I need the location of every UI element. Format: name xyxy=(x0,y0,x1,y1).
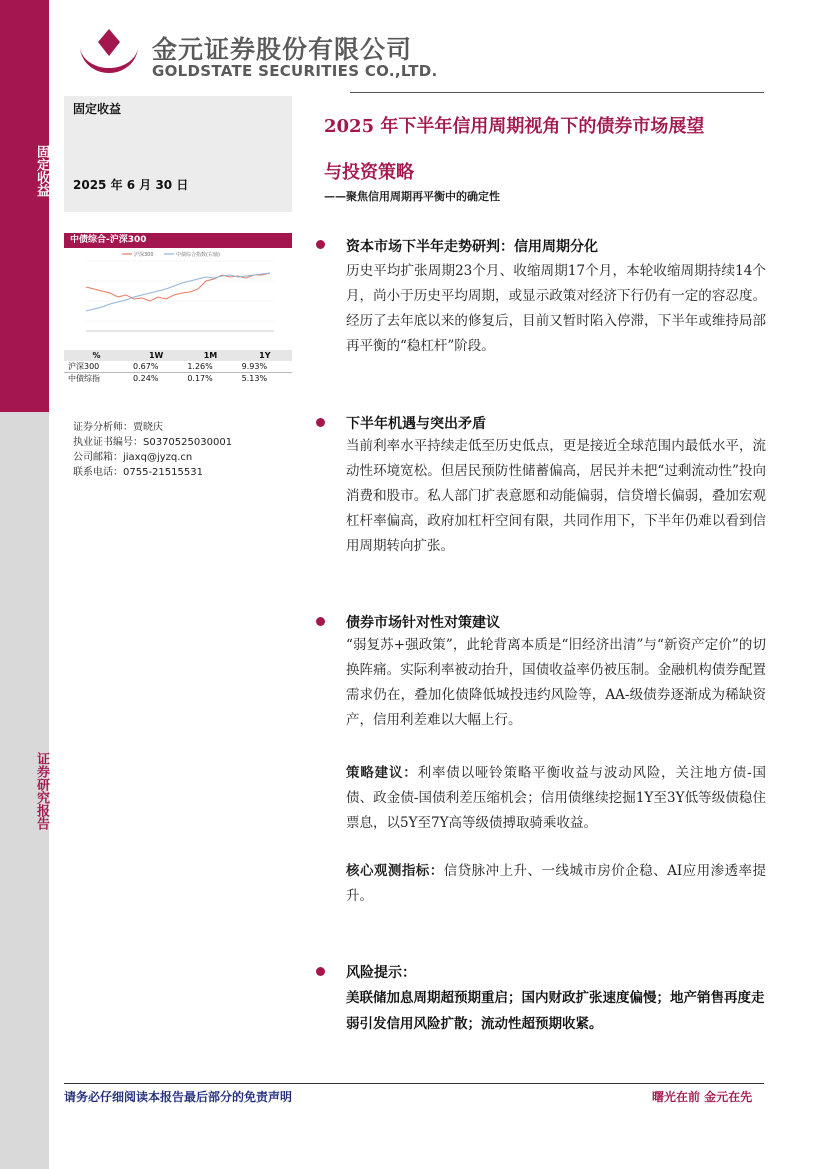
table-cell: 0.17% xyxy=(187,374,213,383)
legend-csi300: 沪深300 xyxy=(134,252,154,258)
bullet-icon xyxy=(316,240,325,249)
section-text-3: “弱复苏+强政策”，此轮背离本质是“旧经济出清”与“新资产定价”的切换阵痛。实际利率被动抬升，国债收益率仍被压制。金融机构债券配置需求仍在，叠加化债降低城投违约风险等，AA-级债券逐渐成为稀缺资产，信用利差难以大幅上行。 xyxy=(346,637,766,728)
section-text-1: 历史平均扩张周期23个月、收缩周期17个月，本轮收缩周期持续14个月，尚小于历史平均周期，或显示政策对经济下行仍有一定的容忍度。经历了去年底以来的修复后，目前又暂时陷入停滞，下半年或维持局部再平衡的“稳杠杆”阶段。 xyxy=(346,263,766,354)
section-text-2: 当前利率水平持续走低至历史低点，更是接近全球范围内最低水平，流动性环境宽松。但居民预防性储蓄偏高，居民并未把“过剩流动性”投向消费和股市。私人部门扩表意愿和动能偏弱，信贷增长偏弱，叠加宏观杠杆率偏高，政府加杠杆空间有限，共同作用下，下半年仍难以看到信用周期转向扩张。 xyxy=(346,438,766,554)
section-heading-2: 下半年机遇与突出矛盾 xyxy=(346,416,486,432)
footer-disclaimer: 请务必仔细阅读本报告最后部分的免责声明 xyxy=(64,1090,293,1104)
mini-line-chart xyxy=(64,249,292,349)
analyst-email: 公司邮箱：jiaxq@jyzq.cn xyxy=(73,452,193,463)
strategy-label: 策略建议： xyxy=(346,765,418,781)
bullet-icon xyxy=(316,617,325,626)
table-cell: 0.67% xyxy=(129,361,183,373)
report-date: 2025 年 6 月 30 日 xyxy=(73,178,189,192)
table-header-cell: 1Y xyxy=(238,350,292,361)
indicator-paragraph xyxy=(346,859,766,909)
section-heading-3: 债券市场针对性对策建议 xyxy=(346,615,500,631)
series-csi300-line xyxy=(86,273,270,301)
analyst-cert: 执业证书编号：S0370525030001 xyxy=(73,437,233,448)
table-row xyxy=(64,361,292,373)
indicator-label: 核心观测指标： xyxy=(346,863,444,879)
risk-heading: 风险提示： xyxy=(346,965,416,981)
side-label-report-type: 证券研究报告 xyxy=(34,752,49,830)
company-name-en: GOLDSTATE SECURITIES CO.,LTD. xyxy=(152,62,438,80)
table-header-row xyxy=(64,350,292,361)
report-subtitle: ——聚焦信用周期再平衡中的确定性 xyxy=(324,190,500,203)
table-cell: 1.26% xyxy=(183,361,237,373)
indicator-text: 信贷脉冲上升、一线城市房价企稳、AI应用渗透率提升。 xyxy=(346,863,767,904)
report-title-line-2: 与投资策略 xyxy=(324,162,414,183)
section-tag: 固定收益 xyxy=(73,102,122,116)
analyst-info xyxy=(73,420,232,480)
table-header-cell: 1W xyxy=(129,350,183,361)
report-title-line-1: 2025 年下半年信用周期视角下的债券市场展望 xyxy=(324,116,705,137)
company-name-cn: 金元证券股份有限公司 xyxy=(152,35,413,64)
report-title xyxy=(324,104,764,196)
chart-title: 中债综合-沪深300 xyxy=(70,235,147,245)
table-cell: 0.24% xyxy=(133,374,159,383)
bullet-icon xyxy=(316,418,325,427)
side-band-top xyxy=(0,0,49,412)
strategy-text: 利率债以哑铃策略平衡收益与波动风险，关注地方债-国债、政金债-国债利差压缩机会；信用债继续挖掘1Y至3Y低等级债稳住票息，以5Y至7Y高等级债搏取骑乘收益。 xyxy=(346,765,767,831)
risk-text: 美联储加息周期超预期重启；国内财政扩张速度偏慢；地产销售再度走弱引发信用风险扩散；流动性超预期收紧。 xyxy=(346,990,765,1032)
table-cell: 中债综指 xyxy=(68,374,100,383)
table-header-cell: % xyxy=(64,350,129,361)
footer-divider xyxy=(64,1083,764,1084)
side-label-section: 固定收益 xyxy=(34,145,49,197)
table-cell: 9.93% xyxy=(238,361,292,373)
table-cell: 5.13% xyxy=(241,374,268,383)
section-heading-1: 资本市场下半年走势研判：信用周期分化 xyxy=(346,239,598,255)
strategy-paragraph xyxy=(346,761,766,836)
company-logo-icon xyxy=(74,26,144,78)
table-cell: 沪深300 xyxy=(64,361,129,373)
returns-table xyxy=(64,350,292,384)
legend-bond: 中债综合指数(右轴) xyxy=(176,252,220,258)
footer-slogan: 曙光在前 金元在先 xyxy=(652,1090,753,1104)
analyst-phone: 联系电话：0755-21515531 xyxy=(73,467,203,478)
bullet-icon xyxy=(316,967,325,976)
table-row xyxy=(64,373,292,385)
table-header-cell: 1M xyxy=(183,350,237,361)
analyst-name: 证券分析师：贾晓庆 xyxy=(73,422,163,433)
series-bond-line xyxy=(86,273,270,311)
header-divider xyxy=(350,92,764,93)
